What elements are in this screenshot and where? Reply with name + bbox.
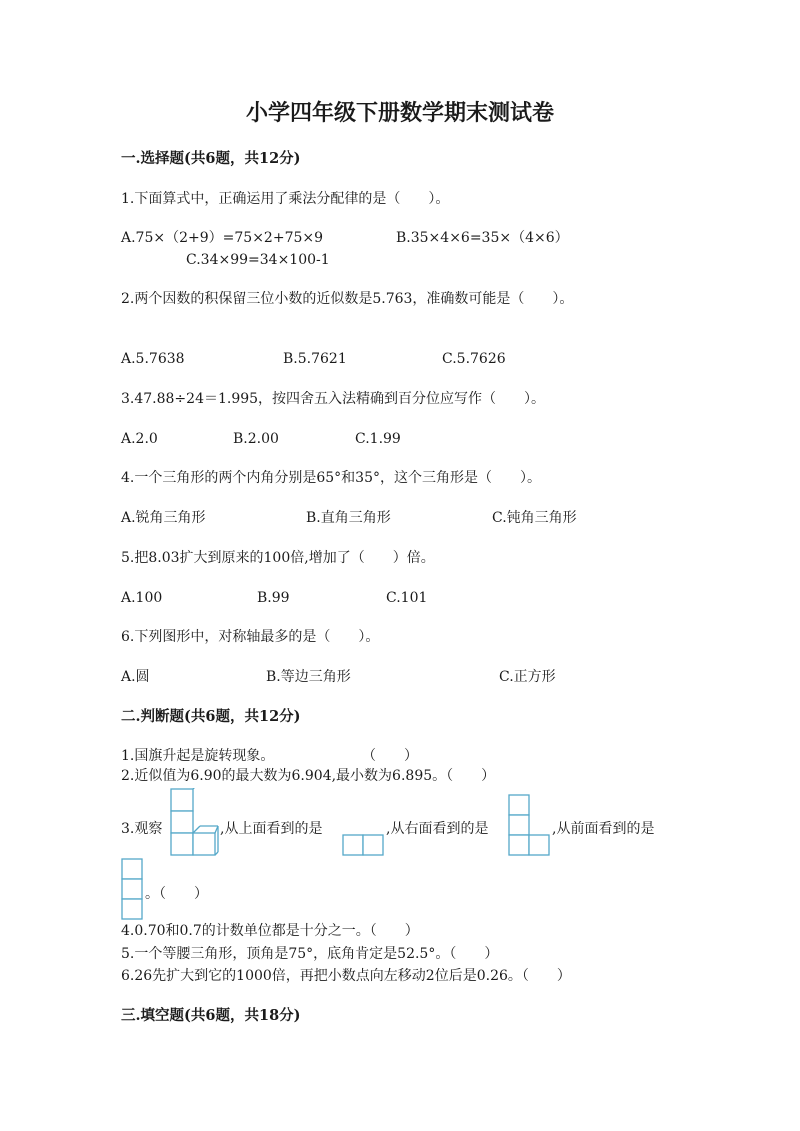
question-1-option-a: A.75×（2+9）=75×2+75×9 (121, 230, 324, 246)
judgment-3-answer-paren: 。（ ） (145, 886, 208, 902)
question-5-option-b: B.99 (257, 590, 290, 606)
solid-figure-cubes (170, 788, 220, 856)
question-4-option-b: B.直角三角形 (306, 510, 391, 526)
judgment-1-answer-paren: （ ） (362, 748, 418, 764)
page-title: 小学四年级下册数学期末测试卷 (245, 100, 554, 126)
section-heading-choice: 一.选择题(共6题，共12分) (121, 150, 301, 167)
question-2-option-c: C.5.7626 (442, 351, 506, 367)
question-2-text: 2.两个因数的积保留三位小数的近似数是5.763，准确数可能是（ ）。 (121, 291, 574, 307)
question-5-option-a: A.100 (121, 590, 163, 606)
question-4-text: 4.一个三角形的两个内角分别是65°和35°，这个三角形是（ ）。 (121, 470, 541, 486)
top-view-figure (342, 834, 386, 856)
section-heading-judgment: 二.判断题(共6题，共12分) (121, 708, 301, 725)
judgment-3-text-observe: 3.观察 (121, 821, 163, 837)
question-1-option-c: C.34×99=34×100-1 (186, 252, 330, 268)
question-6-option-a: A.圆 (121, 669, 150, 685)
question-5-option-c: C.101 (386, 590, 428, 606)
judgment-2-text: 2.近似值为6.90的最大数为6.904,最小数为6.895。（ ） (121, 768, 496, 784)
question-1-text: 1.下面算式中，正确运用了乘法分配律的是（ ）。 (121, 191, 450, 207)
judgment-3-text-top-view: ,从上面看到的是 (220, 821, 323, 837)
question-3-text: 3.47.88÷24＝1.995，按四舍五入法精确到百分位应写作（ ）。 (121, 391, 546, 407)
judgment-3-text-front-view: ,从前面看到的是 (552, 821, 655, 837)
question-3-option-c: C.1.99 (355, 431, 401, 447)
question-4-option-c: C.钝角三角形 (492, 510, 577, 526)
question-1-option-b: B.35×4×6=35×（4×6） (396, 230, 569, 246)
question-4-option-a: A.锐角三角形 (121, 510, 206, 526)
front-view-figure (121, 858, 145, 920)
question-3-option-a: A.2.0 (121, 431, 158, 447)
question-2-option-b: B.5.7621 (283, 351, 347, 367)
judgment-3-text-right-view: ,从右面看到的是 (386, 821, 489, 837)
question-6-text: 6.下列图形中，对称轴最多的是（ ）。 (121, 629, 380, 645)
question-6-option-b: B.等边三角形 (266, 669, 351, 685)
judgment-6-text: 6.26先扩大到它的1000倍，再把小数点向左移动2位后是0.26。（ ） (121, 968, 571, 984)
question-3-option-b: B.2.00 (233, 431, 279, 447)
section-heading-fill-blank: 三.填空题(共6题，共18分) (121, 1007, 301, 1024)
question-6-option-c: C.正方形 (499, 669, 556, 685)
right-view-figure (508, 794, 552, 856)
judgment-5-text: 5.一个等腰三角形，顶角是75°，底角肯定是52.5°。（ ） (121, 946, 499, 962)
judgment-1-text: 1.国旗升起是旋转现象。 (121, 748, 275, 764)
question-5-text: 5.把8.03扩大到原来的100倍,增加了（ ）倍。 (121, 550, 435, 566)
judgment-4-text: 4.0.70和0.7的计数单位都是十分之一。（ ） (121, 923, 419, 939)
question-2-option-a: A.5.7638 (121, 351, 185, 367)
